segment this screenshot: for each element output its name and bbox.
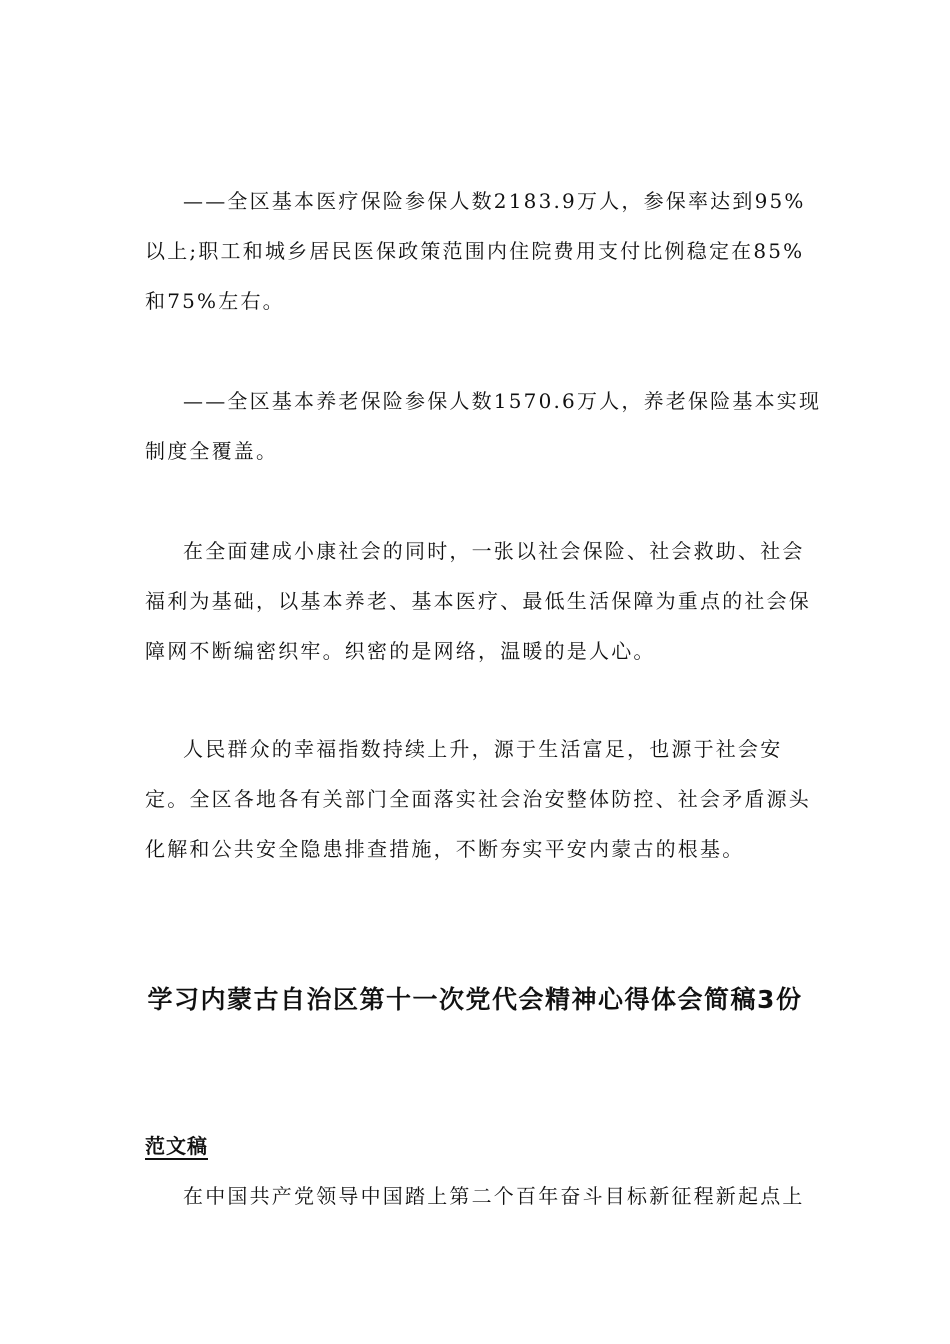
document-title: 学习内蒙古自治区第十一次党代会精神心得体会简稿3份	[147, 985, 803, 1014]
section-heading: 范文稿	[145, 1134, 208, 1158]
paragraph-social-security-net: 在全面建成小康社会的同时，一张以社会保险、社会救助、社会福利为基础，以基本养老、基本医疗、最低生活保障为重点的社会保障网不断编密织牢。织密的是网络，温暖的是人心。	[145, 539, 811, 663]
paragraph-pension-insurance: ——全区基本养老保险参保人数1570.6万人，养老保险基本实现制度全覆盖。	[145, 389, 822, 463]
paragraph-medical-insurance: ——全区基本医疗保险参保人数2183.9万人，参保率达到95%以上;职工和城乡居民医保政策范围内住院费用支付比例稳定在85%和75%左右。	[145, 189, 806, 313]
paragraph-public-safety: 人民群众的幸福指数持续上升，源于生活富足，也源于社会安定。全区各地各有关部门全面落实社会治安整体防控、社会矛盾源头化解和公共安全隐患排查措施，不断夯实平安内蒙古的根基。	[145, 737, 811, 861]
section-paragraph: 在中国共产党领导中国踏上第二个百年奋斗目标新征程新起点上	[183, 1184, 805, 1208]
